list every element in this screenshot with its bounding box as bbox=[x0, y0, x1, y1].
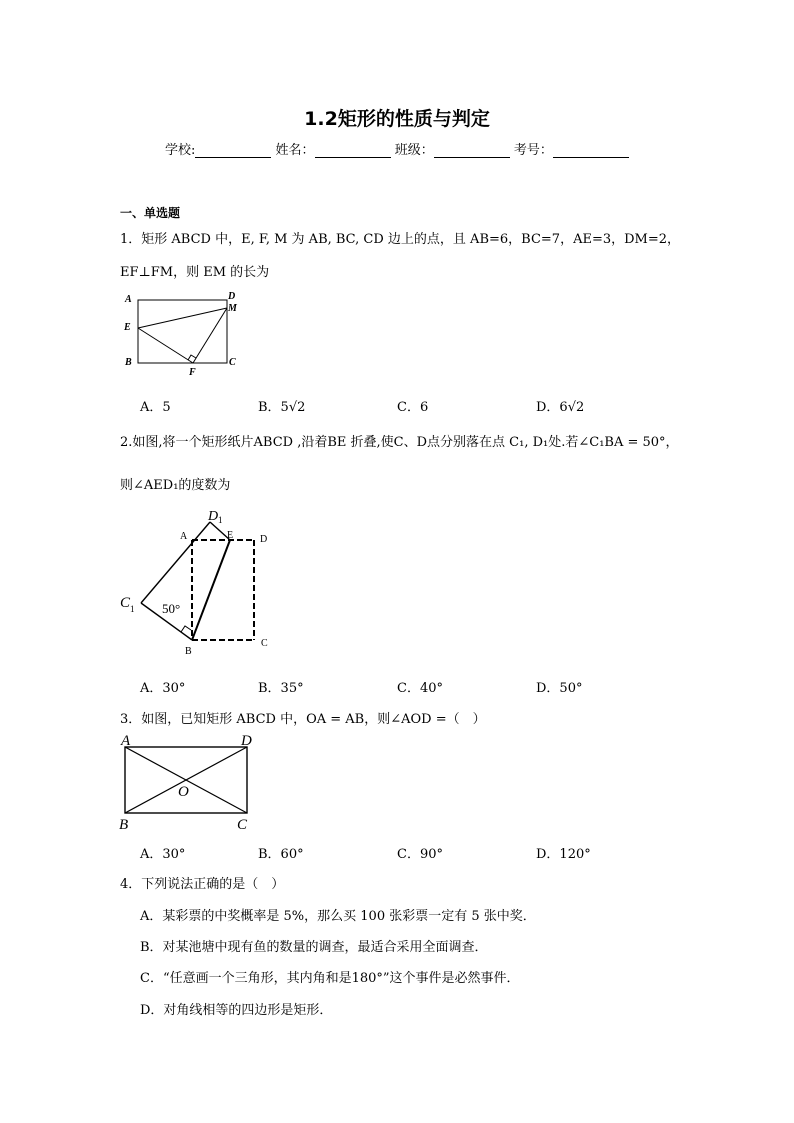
q1-label-f: F bbox=[189, 367, 196, 378]
q2-segment-c1d1 bbox=[141, 522, 210, 603]
q1-option-a[interactable]: A．5 bbox=[140, 400, 171, 415]
q3-label-c: C bbox=[237, 817, 248, 833]
page-title: 1.2矩形的性质与判定 bbox=[304, 108, 490, 130]
school-blank[interactable] bbox=[195, 143, 271, 158]
q1-label-e: E bbox=[124, 322, 131, 333]
q1-segment-fm bbox=[193, 308, 227, 363]
q1-rectangle bbox=[138, 300, 227, 363]
class-blank[interactable] bbox=[434, 143, 510, 158]
q3-line1: 3．如图，已知矩形 ABCD 中，OA = AB，则∠AOD =（ ） bbox=[120, 712, 486, 727]
q3-label-o: O bbox=[178, 784, 189, 800]
q4-line1: 4．下列说法正确的是（ ） bbox=[120, 877, 285, 892]
q2-label-c1-sub: 1 bbox=[130, 604, 135, 614]
q2-label-c: C bbox=[261, 638, 268, 649]
q2-fold-line-be bbox=[192, 540, 230, 640]
q2-line2: 则∠AED₁的度数为 bbox=[120, 478, 231, 493]
q3-option-d[interactable]: D．120° bbox=[536, 847, 591, 862]
q1-line1: 1．矩形 ABCD 中，E, F, M 为 AB, BC, CD 边上的点，且 AB=6，BC=7，AE=3，DM=2， bbox=[120, 232, 681, 247]
q4-option-b[interactable]: B．对某池塘中现有鱼的数量的调查，最适合采用全面调查． bbox=[140, 940, 488, 955]
student-info-line bbox=[165, 139, 629, 158]
q2-label-d1-sub: 1 bbox=[218, 515, 223, 525]
q2-angle-label: 50° bbox=[162, 601, 181, 616]
q2-label-c1: C bbox=[120, 595, 131, 611]
q3-label-a: A bbox=[121, 733, 131, 749]
q2-label-a: A bbox=[180, 531, 188, 542]
q1-line2: EF⊥FM，则 EM 的长为 bbox=[120, 265, 270, 280]
class-label: 班级： bbox=[394, 143, 434, 158]
q3-option-a[interactable]: A．30° bbox=[140, 847, 186, 862]
q1-label-c: C bbox=[229, 357, 236, 368]
q2-line1: 2.如图,将一个矩形纸片ABCD ,沿着BE 折叠,使C、D点分别落在点 C₁, D₁处.若∠C₁BA = 50°， bbox=[120, 435, 679, 450]
q1-option-d[interactable]: D．6√2 bbox=[536, 400, 585, 415]
name-label: 姓名： bbox=[275, 143, 315, 158]
q1-label-d: D bbox=[228, 291, 236, 302]
q3-label-b: B bbox=[119, 817, 129, 833]
q2-option-d[interactable]: D．50° bbox=[536, 681, 583, 696]
q3-option-b[interactable]: B．60° bbox=[258, 847, 304, 862]
q3-option-c[interactable]: C．90° bbox=[397, 847, 443, 862]
q4-option-d[interactable]: D．对角线相等的四边形是矩形． bbox=[140, 1003, 333, 1018]
q1-label-a: A bbox=[125, 294, 132, 305]
number-blank[interactable] bbox=[553, 143, 629, 158]
q1-segment-ef bbox=[138, 328, 193, 363]
q2-label-e: E bbox=[227, 530, 234, 541]
q2-option-b[interactable]: B．35° bbox=[258, 681, 304, 696]
q2-figure bbox=[115, 503, 280, 658]
q4-option-a[interactable]: A．某彩票的中奖概率是 5%，那么买 100 张彩票一定有 5 张中奖． bbox=[140, 909, 536, 924]
q2-option-a[interactable]: A．30° bbox=[140, 681, 186, 696]
q1-label-m: M bbox=[228, 303, 237, 314]
q3-label-d: D bbox=[241, 733, 252, 749]
q1-figure bbox=[118, 288, 248, 378]
q2-label-d1: D bbox=[208, 509, 219, 524]
q1-option-b[interactable]: B．5√2 bbox=[258, 400, 306, 415]
q2-option-c[interactable]: C．40° bbox=[397, 681, 443, 696]
school-label: 学校: bbox=[165, 143, 196, 158]
q2-label-d: D bbox=[260, 534, 268, 545]
q1-label-b: B bbox=[125, 357, 132, 368]
q2-label-b: B bbox=[185, 646, 192, 657]
q2-right-angle-mark bbox=[181, 626, 191, 632]
section-heading: 一、单选题 bbox=[120, 206, 181, 220]
q4-option-c[interactable]: C．“任意画一个三角形，其内角和是180°”这个事件是必然事件． bbox=[140, 971, 520, 986]
q3-figure bbox=[115, 730, 265, 835]
q1-segment-em bbox=[138, 308, 227, 328]
number-label: 考号： bbox=[513, 143, 553, 158]
name-blank[interactable] bbox=[315, 143, 391, 158]
q1-option-c[interactable]: C．6 bbox=[397, 400, 429, 415]
